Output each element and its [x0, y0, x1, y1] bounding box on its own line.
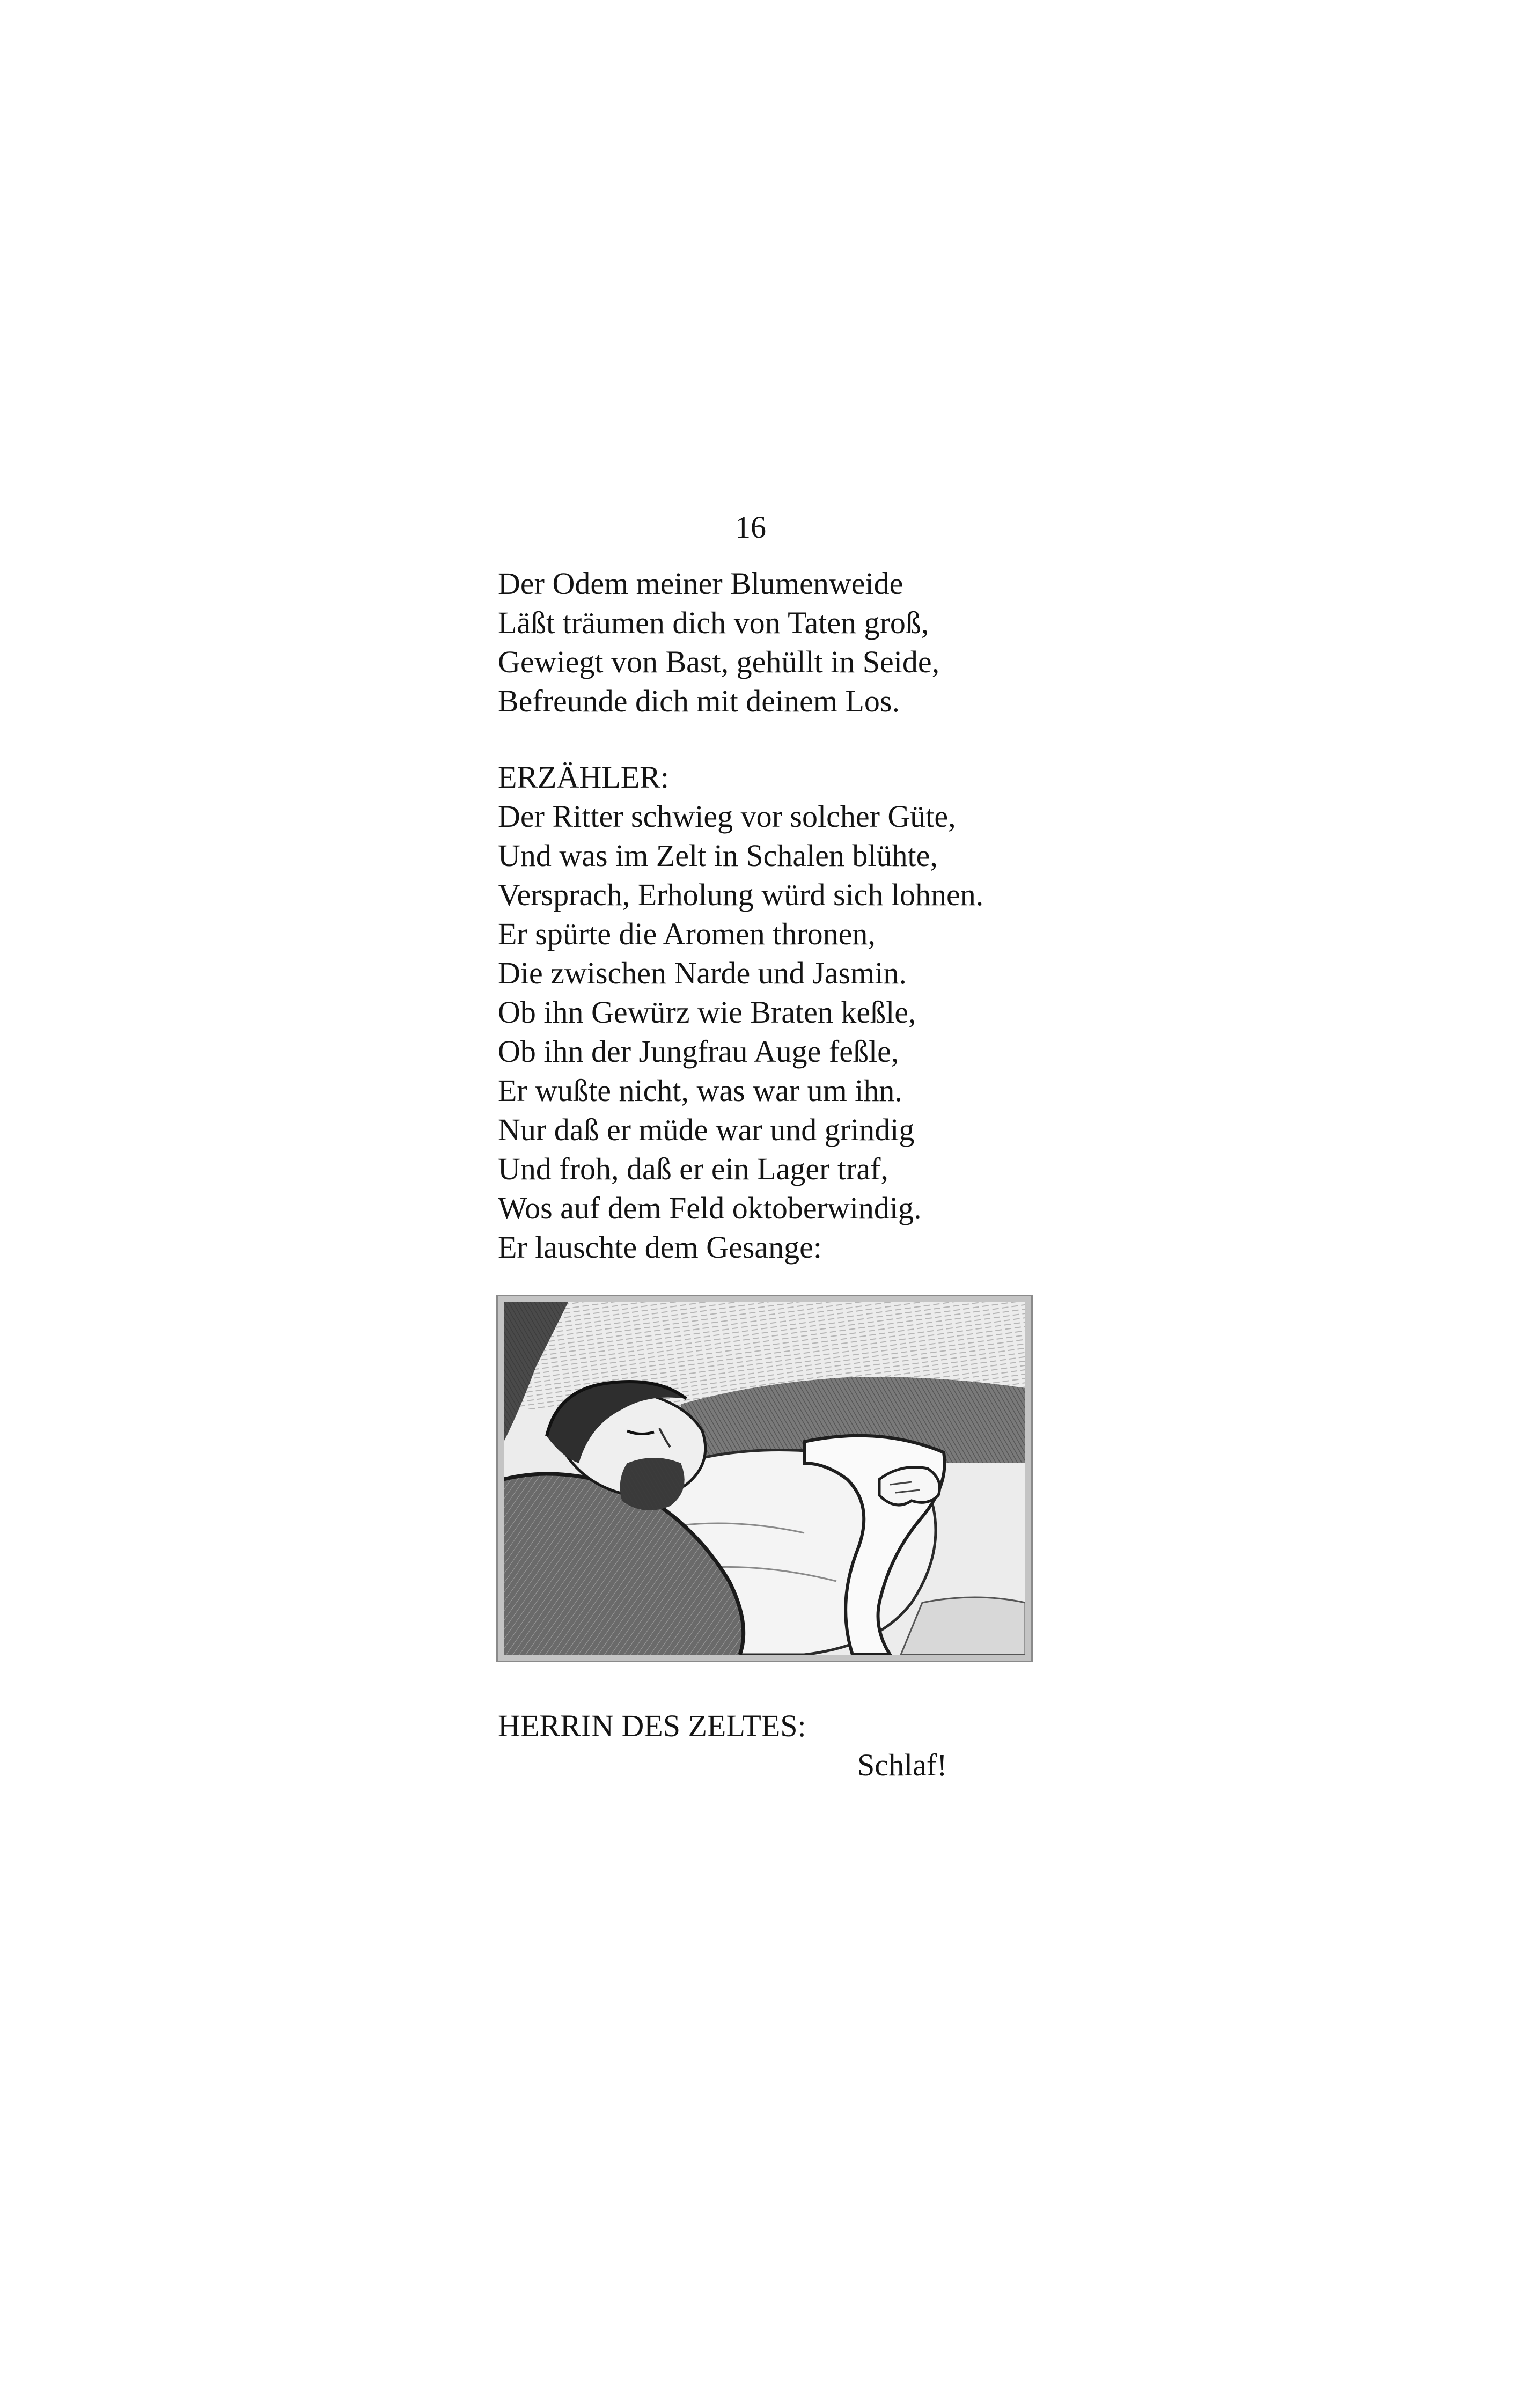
page-number: 16 — [735, 510, 766, 545]
verse-line: Er wußte nicht, was war um ihn. — [498, 1073, 902, 1108]
verse-line: Ob ihn Gewürz wie Braten keßle, — [498, 995, 916, 1030]
speaker-label-narrator: ERZÄHLER: — [498, 760, 669, 795]
verse-line: Gewiegt von Bast, gehüllt in Seide, — [498, 644, 940, 679]
sleeping-knight-illustration — [496, 1295, 1033, 1662]
stanza-1 — [498, 564, 939, 721]
stanza-2 — [498, 797, 983, 1267]
verse-line: Der Ritter schwieg vor solcher Güte, — [498, 799, 956, 834]
speaker-label-tent-mistress: HERRIN DES ZELTES: — [498, 1708, 806, 1743]
verse-line: Ob ihn der Jungfrau Auge feßle, — [498, 1034, 899, 1069]
verse-line: Der Odem meiner Blumenweide — [498, 566, 903, 601]
closing-line: Schlaf! — [857, 1748, 947, 1782]
verse-line: Und was im Zelt in Schalen blühte, — [498, 838, 938, 873]
verse-line: Er spürte die Aromen thronen, — [498, 916, 876, 951]
verse-line: Die zwischen Narde und Jasmin. — [498, 956, 907, 990]
verse-line: Nur daß er müde war und grindig — [498, 1112, 915, 1147]
verse-line: Befreunde dich mit deinem Los. — [498, 684, 900, 718]
verse-line: Und froh, daß er ein Lager traf, — [498, 1151, 888, 1186]
verse-line: Läßt träumen dich von Taten groß, — [498, 605, 929, 640]
verse-line: Wos auf dem Feld oktoberwindig. — [498, 1191, 922, 1225]
verse-line: Versprach, Erholung würd sich lohnen. — [498, 877, 984, 912]
sleeping-knight-sketch-icon — [504, 1302, 1025, 1655]
verse-line: Er lauschte dem Gesange: — [498, 1230, 822, 1265]
